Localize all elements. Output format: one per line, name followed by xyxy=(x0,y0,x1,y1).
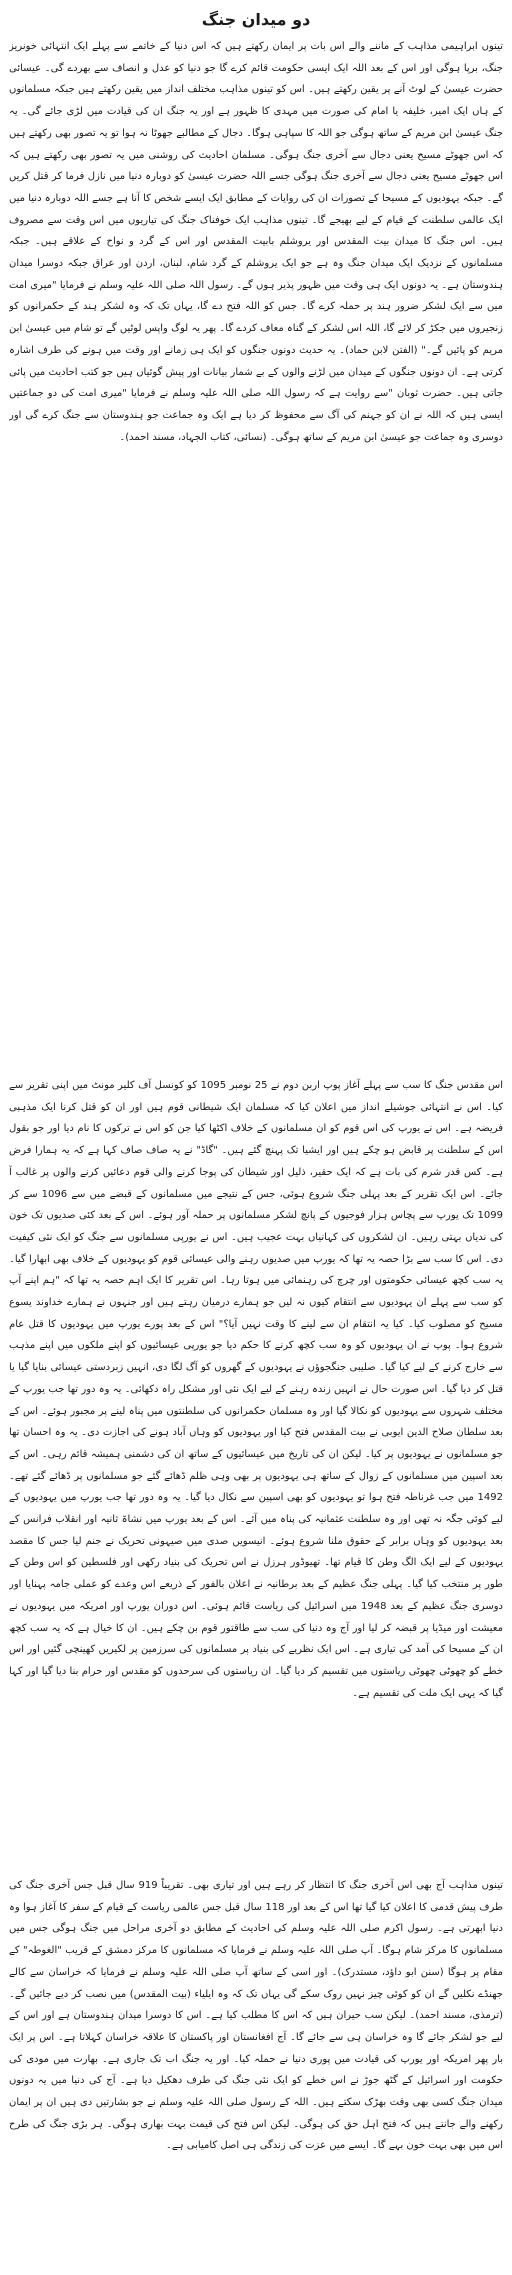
article-paragraph-3: تینوں مذاہب آج بھی اس آخری جنگ کا انتظار کر رہے ہیں اور تیاری بھی۔ تقریباً 919 سال قبل جس آخری جنگ کی طرف پیش قدمی کا اعلان کیا گیا تھا اس کے بعد اور 118 سال قبل جس عالمی ریاست کے قیام کے سفر کا آغاز ہوا وہ دنیا ابھرتی ہے۔ رسول اکرم صلی اللہ علیہ وسلم کی احادیث کے مطابق دو آخری مراحل میں جنگ ہوگی جس میں مسلمانوں کا مرکز شام ہوگا۔ آپ صلی اللہ علیہ وسلم نے فرمایا کہ مسلمانوں کا مرکز دمشق کے قریب "الغوطہ" کے مقام پر ہوگا (سنن ابو داؤد، مستدرک)۔ اور اسی کے ساتھ آپ صلی اللہ علیہ وسلم نے فرمایا کہ خراسان سے کالے جھنڈے نکلیں گے ان کو کوئی چیز نہیں روک سکے گی یہاں تک کہ وہ ایلیاء (بیت المقدس) میں نصب کر دیے جائیں گے۔ (ترمذی، مسند احمد)۔ لیکن سب حیران ہیں کہ اس کا مطلب کیا ہے۔ اس کا دوسرا میدان ہندوستان ہے اور اس کے لیے جو لشکر جائے گا وہ خراسان ہی سے جائے گا۔ آج افغانستان اور پاکستان کا علاقہ خراسان کہلاتا ہے۔ اس پر ایک بار پھر امریکہ اور یورپ کی قیادت میں پوری دنیا نے حملہ کیا۔ اور یہ جنگ اب تک جاری ہے۔ بھارت میں مودی کی حکومت اور اسرائیل کے گٹھ جوڑ نے اس خطے کو ایک نئی جنگ کی طرف دھکیل دیا ہے۔ آج کی دنیا میں یہ دونوں میدان جنگ کسی بھی وقت بھڑک سکتے ہیں۔ اللہ کے رسول صلی اللہ علیہ وسلم نے جو بشارتیں دی ہیں ان پر ایمان رکھنے والے جانتے ہیں کہ فتح اہل حق کی ہوگی۔ لیکن اس فتح کی قیمت بہت بھاری ہوگی۔ ہر بڑی جنگ کی طرح اس میں بھی بہت خون بہے گا۔ ایسے میں عزت کی زندگی ہی اصل کامیابی ہے۔ xyxy=(9,1880,503,2152)
article-paragraph-1: تینوں ابراہیمی مذاہب کے ماننے والے اس بات پر ایمان رکھتے ہیں کہ اس دنیا کے خاتمے سے پہلے ایک انتہائی خونریز جنگ، برپا ہوگی اور اس کے بعد اللہ ایک ایسی حکومت قائم کرے گا جو دنیا کو عدل و انصاف سے بھردے گی۔ عیسائی حضرت عیسیٰ کے لوٹ آنے پر یقین رکھتے ہیں۔ اس کو تینوں مذاہب مختلف انداز میں یقین رکھتے ہیں جبکہ مسلمانوں کے ہاں ایک امیر، خلیفہ یا امام کی صورت میں مہدی کا ظہور ہے اور یہ جنگ ان کی قیادت میں لڑی جائے گی۔ یہ جنگ عیسیٰ ابن مریم کے ساتھ ہوگی جو اللہ کا سپاہی ہوگا۔ دجال کے مطالبے جھوٹا نہ ہوا تو یہ تصور بھی رکھتے ہیں کہ اس جھوٹے مسیح یعنی دجال سے آخری جنگ ہوگی۔ مسلمان احادیث کی روشنی میں یہ تصور بھی رکھتے ہیں کہ اس جھوٹے مسیح یعنی دجال سے آخری جنگ ہوگی جسے اللہ حضرت عیسیٰ کو دوبارہ دنیا میں نازل فرما کر قتل کریں گے۔ جبکہ یہودیوں کے مسیحا کے تصورات ان کی روایات کے مطابق ایک ایسے شخص کا آنا ہے جسے اللہ دوبارہ دنیا میں ایک عالمی سلطنت کے قیام کے لیے بھیجے گا۔ تینوں مذاہب ایک خوفناک جنگ کی تیاریوں میں اس وقت سے مصروف ہیں۔ اس جنگ کا میدان بیت المقدس اور یروشلم بابیت المقدس اور اس کے گرد و نواح کے علاقے ہیں۔ جبکہ مسلمانوں کے نزدیک ایک میدان جنگ وہ ہے جو ایک یروشلم کے گرد شام، لبنان، اردن اور عراق جبکہ دوسرا میدان ہندوستان ہے۔ یہ دونوں ایک ہی وقت میں ظہور پذیر ہوں گے۔ رسول اللہ صلی اللہ علیہ وسلم نے فرمایا "میری امت میں سے ایک لشکر ضرور ہند پر حملہ کرے گا۔ جس کو اللہ فتح دے گا، یہاں تک کہ وہ لشکر ہند کے حکمرانوں کو زنجیروں میں جکڑ کر لائے گا، اللہ اس لشکر کے گناہ معاف کردے گا۔ پھر یہ لوگ واپس لوٹیں گے تو شام میں عیسیٰ ابن مریم کو پائیں گے۔" (الفتن لابن حماد)۔ یہ حدیث دونوں جنگوں کو ایک ہی زمانے اور وقت میں ہونے کی طرف اشارہ کرتی ہے۔ ان دونوں جنگوں کے میدان میں لڑنے والوں کے بے شمار بیانات اور پیش گوئیاں ہیں جو کتب احادیث میں پائی جاتی ہیں۔ حضرت ثوبان "سے روایت ہے کہ رسول اللہ صلی اللہ علیہ وسلم نے فرمایا "میری امت کی دو جماعتیں ایسی ہیں کہ اللہ نے ان کو جہنم کی آگ سے محفوظ کر دیا ہے ایک وہ جماعت جو ہندوستان سے جنگ کرے گی اور دوسری وہ جماعت جو عیسیٰ ابن مریم کے ساتھ ہوگی۔ (نسائی، کتاب الجہاد، مسند احمد)۔ xyxy=(9,41,503,443)
article-title: دو میدان جنگ xyxy=(201,10,311,29)
article-paragraph-2: اس مقدس جنگ کا سب سے پہلے آغاز پوپ اربن دوم نے 25 نومبر 1095 کو کونسل آف کلیر مونٹ میں اپنی تقریر سے کیا۔ اس نے انتہائی جوشیلے انداز میں اعلان کیا کہ مسلمان ایک شیطانی قوم ہیں اور ان کو قتل کرنا ایک مذہبی فریضہ ہے۔ اس نے یورپ کی اس قوم کو ان مسلمانوں کے خلاف اکٹھا کیا جن کو اس نے ترکوں کا نام دیا اور جو بقول اس کے سلطنت پر قابض ہو چکے ہیں اور ایشیا تک پہنچ گئے ہیں۔ "گاڈ" نے یہ صاف صاف کہا ہے کہ یہ ہمارا فرض ہے۔ کس قدر شرم کی بات ہے کہ ایک حقیر، ذلیل اور شیطان کی پوجا کرنے والی قوم دعائیں کرنے والوں پر غالب آ جائے۔ اس ایک تقریر کے بعد پہلی جنگ شروع ہوئی، جس کے نتیجے میں مسلمانوں کے قبضے میں سے 1096 سے کر 1099 تک یورپ سے پچاس ہزار فوجیوں کے پانچ لشکر مسلمانوں پر حملہ آور ہوئے۔ اس کے بعد کئی صدیوں تک خون کی ندیاں بہتی رہیں۔ ان لشکروں کی کہانیاں بہت عجیب ہیں۔ اس نے یورپی مسلمانوں سے جنگ کو ایک نئی کیفیت دی۔ اس کا سب سے بڑا حصہ یہ تھا کہ یورپ میں صدیوں رہنے والی عیسائی قوم کو یہودیوں کے خلاف بھی ابھارا گیا۔ یہ سب کچھ عیسائی حکومتوں اور چرچ کی رہنمائی میں ہوتا رہا۔ اس تقریر کا ایک اہم حصہ یہ تھا کہ "ہم اپنے آپ کو سب سے پہلے ان یہودیوں سے انتقام کیوں نہ لیں جو ہمارے درمیان رہتے ہیں اور جنہوں نے ہمارے خداوند یسوع مسیح کو مصلوب کیا۔ کیا یہ انتقام ان سے لینے کا وقت نہیں آیا؟" اس کے بعد پورے یورپ میں یہودیوں کا قتل عام شروع ہوا۔ پوپ نے ان یہودیوں کو وہ سب کچھ کرنے کا حکم دیا جو یورپی عیسائیوں کو اپنے ملکوں میں اپنے مذہب سے خارج کرنے کے لیے کیا گیا۔ صلیبی جنگجوؤں نے یہودیوں کے گھروں کو آگ لگا دی، انہیں زبردستی عیسائی بنایا گیا یا قتل کر دیا گیا۔ اس صورت حال نے انہیں زندہ رہنے کے لیے ایک نئی اور مشکل راہ دکھائی۔ یہ وہ دور تھا جب یورپ کے مختلف شہروں سے یہودیوں کو نکالا گیا اور وہ مسلمان حکمرانوں کی سلطنتوں میں پناہ لینے پر مجبور ہوئے۔ اس کے بعد سلطان صلاح الدین ایوبی نے بیت المقدس فتح کیا اور یہودیوں کو وہاں آباد ہونے کی اجازت دی۔ یہ وہ احسان تھا جو مسلمانوں نے یہودیوں پر کیا۔ لیکن ان کی تاریخ میں عیسائیوں کے ساتھ ان کی دشمنی ہمیشہ قائم رہی۔ اس کے بعد اسپین میں مسلمانوں کے زوال کے ساتھ ہی یہودیوں پر بھی وہی ظلم ڈھائے گئے جو مسلمانوں پر ڈھائے گئے تھے۔ 1492 میں جب غرناطہ فتح ہوا تو یہودیوں کو بھی اسپین سے نکال دیا گیا۔ یہ وہ دور تھا جب یورپ میں یہودیوں کے لیے کوئی جگہ نہ تھی اور وہ سلطنت عثمانیہ کی پناہ میں آئے۔ اس کے بعد یورپ میں نشاۃ ثانیہ اور انقلاب فرانس کے بعد یہودیوں کو وہاں برابر کے حقوق ملنا شروع ہوئے۔ انیسویں صدی میں صیہونی تحریک نے جنم لیا جس کا مقصد یہودیوں کے لیے ایک الگ وطن کا قیام تھا۔ تھیوڈور ہرزل نے اس تحریک کی بنیاد رکھی اور فلسطین کو اس وطن کے طور پر منتخب کیا گیا۔ پہلی جنگ عظیم کے بعد برطانیہ نے اعلان بالفور کے ذریعے اس وعدے کو عملی جامہ پہنایا اور دوسری جنگ عظیم کے بعد 1948 میں اسرائیل کی ریاست قائم ہوئی۔ اس دوران یورپ اور امریکہ میں یہودیوں نے معیشت اور میڈیا پر قبضہ کر لیا اور آج وہ دنیا کی سب سے طاقتور قوم بن چکے ہیں۔ ان کا خیال ہے کہ یہ سب کچھ ان کے مسیحا کی آمد کی تیاری ہے۔ اس ایک نظریے کی بنیاد پر مسلمانوں کی سرزمین پر لکیریں کھینچی گئیں اور اس خطے کو چھوٹی چھوٹی ریاستوں میں تقسیم کر دیا گیا۔ ان ریاستوں کی سرحدوں کو مقدس اور حرام بنا دیا گیا اور کہا گیا کہ یہی ایک ملت کی تقسیم ہے۔ xyxy=(9,1080,503,1699)
paragraph-spacer xyxy=(9,1861,503,1875)
paragraph-spacer xyxy=(9,1061,503,1075)
